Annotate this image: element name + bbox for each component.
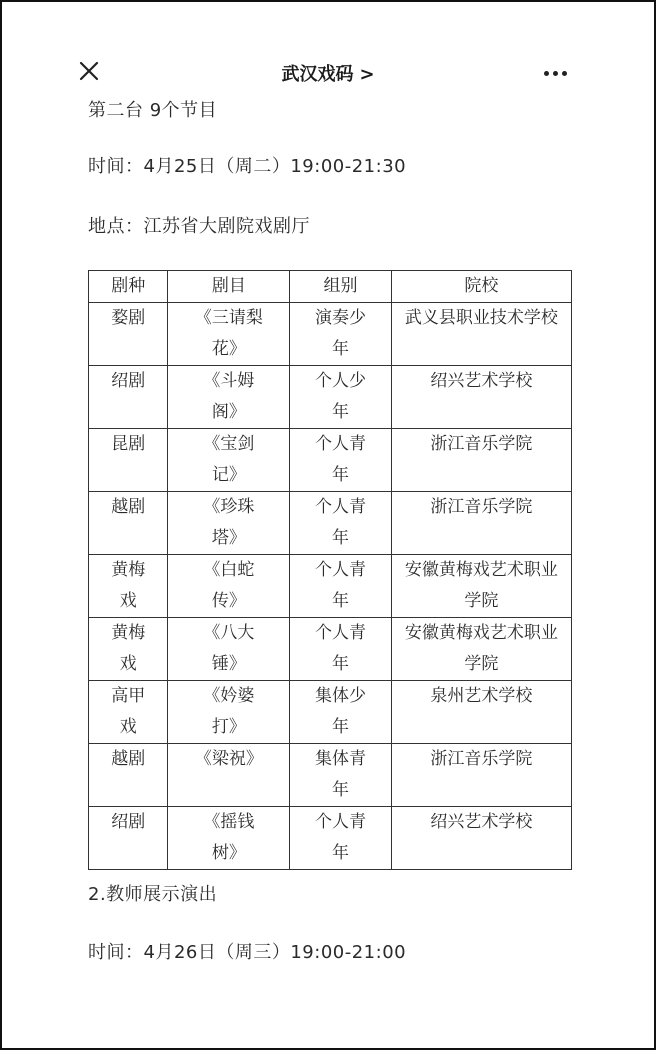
table-header-row	[89, 271, 572, 303]
cell-group: 个人青年	[290, 807, 392, 870]
cell-play: 《梁祝》	[168, 744, 290, 807]
cell-genre: 绍剧	[89, 366, 168, 429]
cell-genre: 越剧	[89, 744, 168, 807]
cell-play: 《妗婆打》	[168, 681, 290, 744]
cell-school: 浙江音乐学院	[391, 744, 571, 807]
cell-school: 绍兴艺术学校	[391, 366, 571, 429]
cell-genre: 绍剧	[89, 807, 168, 870]
cell-group: 个人青年	[290, 555, 392, 618]
header-cell-play: 剧目	[168, 271, 290, 303]
table-row	[89, 303, 572, 366]
cell-group: 个人青年	[290, 618, 392, 681]
cell-play: 《珍珠塔》	[168, 492, 290, 555]
table-row	[89, 618, 572, 681]
cell-genre: 婺剧	[89, 303, 168, 366]
program-intro: 第二台 9个节目	[88, 100, 218, 121]
performance-time-2: 时间：4月26日（周三）19:00-21:00	[88, 942, 407, 963]
cell-school: 泉州艺术学校	[391, 681, 571, 744]
more-dot	[553, 71, 558, 76]
header-cell-genre: 剧种	[89, 271, 168, 303]
table-row	[89, 555, 572, 618]
chevron-right-icon: >	[359, 64, 375, 85]
cell-genre: 高甲戏	[89, 681, 168, 744]
table-row	[89, 429, 572, 492]
table-row	[89, 744, 572, 807]
cell-school: 武义县职业技术学校	[391, 303, 571, 366]
cell-play: 《宝剑记》	[168, 429, 290, 492]
cell-school: 浙江音乐学院	[391, 492, 571, 555]
page-title-text: 武汉戏码	[281, 64, 354, 85]
top-nav-bar	[2, 50, 654, 96]
header-cell-group: 组别	[290, 271, 392, 303]
cell-school: 安徽黄梅戏艺术职业学院	[391, 555, 571, 618]
table-row	[89, 807, 572, 870]
cell-genre: 黄梅戏	[89, 618, 168, 681]
cell-play: 《八大锤》	[168, 618, 290, 681]
table-row	[89, 492, 572, 555]
cell-play: 《三请梨花》	[168, 303, 290, 366]
program-table	[88, 270, 572, 870]
cell-group: 个人青年	[290, 492, 392, 555]
header-cell-school: 院校	[391, 271, 571, 303]
cell-genre: 越剧	[89, 492, 168, 555]
cell-genre: 昆剧	[89, 429, 168, 492]
cell-group: 演奏少年	[290, 303, 392, 366]
cell-play: 《白蛇传》	[168, 555, 290, 618]
performance-venue: 地点：江苏省大剧院戏剧厅	[88, 216, 310, 237]
more-dot	[562, 71, 567, 76]
cell-play: 《摇钱树》	[168, 807, 290, 870]
cell-school: 绍兴艺术学校	[391, 807, 571, 870]
section-heading-teacher-show: 2.教师展示演出	[88, 884, 218, 905]
cell-group: 集体少年	[290, 681, 392, 744]
performance-time: 时间：4月25日（周二）19:00-21:30	[88, 156, 407, 177]
cell-play: 《斗姆阁》	[168, 366, 290, 429]
table-row	[89, 366, 572, 429]
more-icon[interactable]	[542, 56, 570, 84]
table-row	[89, 681, 572, 744]
cell-group: 个人青年	[290, 429, 392, 492]
cell-group: 集体青年	[290, 744, 392, 807]
cell-group: 个人少年	[290, 366, 392, 429]
cell-genre: 黄梅戏	[89, 555, 168, 618]
cell-school: 浙江音乐学院	[391, 429, 571, 492]
more-dot	[544, 71, 549, 76]
cell-school: 安徽黄梅戏艺术职业学院	[391, 618, 571, 681]
